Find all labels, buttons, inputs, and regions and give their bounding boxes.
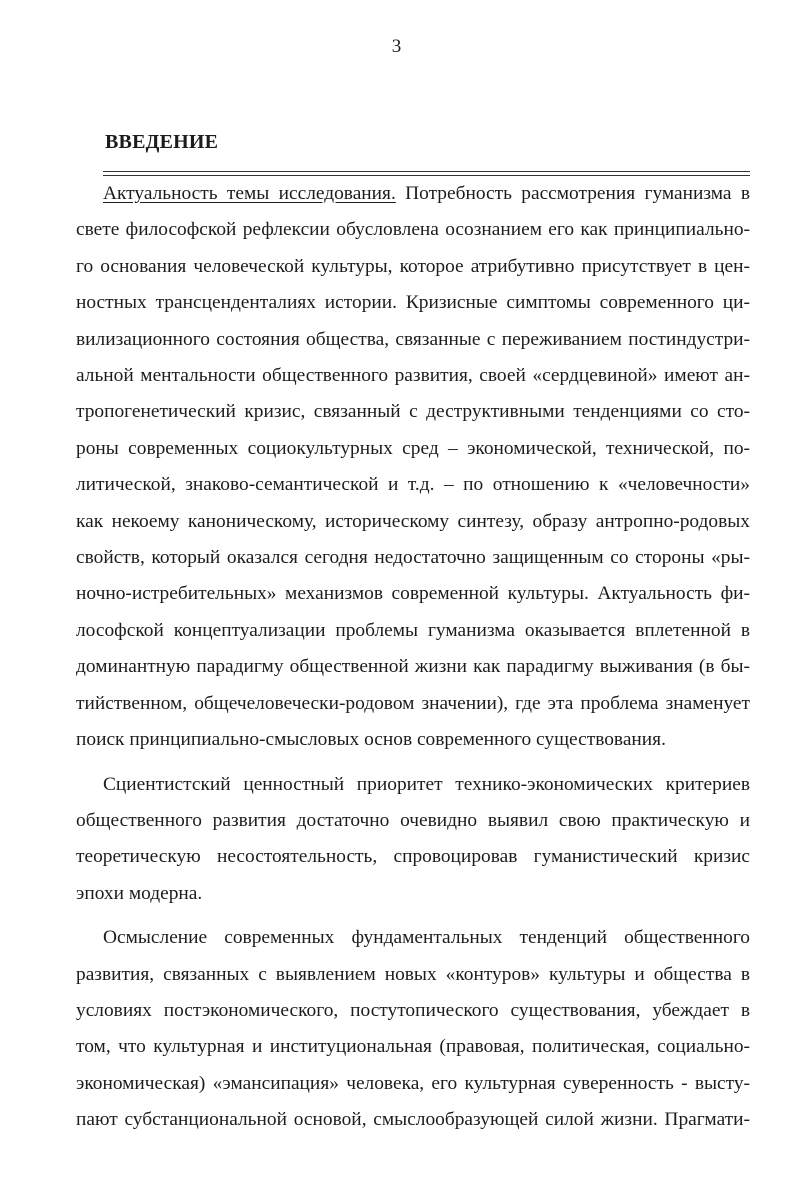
text-line: вилизационного состояния общества, связанные с переживанием постиндустри- <box>76 328 750 350</box>
text-line: доминантную парадигму общественной жизни как парадигму выживания (в бы- <box>76 656 750 678</box>
text-line: ночно-истребительных» механизмов современной культуры. Актуальность фи- <box>76 583 750 605</box>
text-line: экономическая) «эмансипация» человека, его культурная суверенность - высту- <box>76 1072 750 1094</box>
section-heading: ВВЕДЕНИЕ <box>105 131 219 153</box>
text-line: ностных трансценденталиях истории. Кризисные симптомы современного ци- <box>76 292 750 314</box>
paragraph-scientism <box>76 767 750 913</box>
text-line: поиск принципиально-смысловых основ современного существования. <box>76 729 666 751</box>
text-line: пают субстанциональной основой, смыслообразующей силой жизни. Прагмати- <box>76 1109 750 1131</box>
page-number: 3 <box>391 36 402 57</box>
text-line: свойств, который оказался сегодня недостаточно защищенным со стороны «ры- <box>76 547 750 569</box>
text-line: как некоему каноническому, историческому синтезу, образу антропно-родовых <box>76 510 750 532</box>
text-line: свете философской рефлексии обусловлена осознанием его как принципиально- <box>76 219 750 241</box>
text-line: Сциентистский ценностный приоритет технико-экономических критериев <box>103 773 750 795</box>
relevance-lead-underlined: Актуальность темы исследования. <box>103 183 396 204</box>
text-line: Осмысление современных фундаментальных тенденций общественного <box>103 927 750 949</box>
text-line: тропогенетический кризис, связанный с деструктивными тенденциями со сто- <box>76 401 750 423</box>
text-line: том, что культурная и институциональная (правовая, политическая, социально- <box>76 1036 750 1058</box>
paragraph-comprehension <box>76 920 750 1138</box>
text-line: теоретическую несостоятельность, спровоцировав гуманистический кризис <box>76 846 750 868</box>
paragraph-relevance <box>76 176 750 759</box>
heading-rule-top <box>103 171 750 172</box>
text-line: литической, знаково-семантической и т.д. – по отношению к «человечности» <box>76 474 750 496</box>
text-line: эпохи модерна. <box>76 882 203 904</box>
text-line: лософской концептуализации проблемы гуманизма оказывается вплетенной в <box>76 619 750 641</box>
text-line: тийственном, общечеловечески-родовом значении), где эта проблема знаменует <box>76 692 750 714</box>
text-line: альной ментальности общественного развития, своей «сердцевиной» имеют ан- <box>76 365 750 387</box>
text-line: го основания человеческой культуры, которое атрибутивно присутствует в цен- <box>76 255 750 277</box>
text-line: развития, связанных с выявлением новых «контуров» культуры и общества в <box>76 963 750 985</box>
text-line: общественного развития достаточно очевидно выявил свою практическую и <box>76 809 750 831</box>
text-line: роны современных социокультурных сред – экономической, технической, по- <box>76 437 750 459</box>
paragraph-first-line <box>76 176 750 212</box>
text-line: условиях постэкономического, постутопического существования, убеждает в <box>76 999 750 1021</box>
first-line-text: Потребность рассмотрения гуманизма в <box>395 183 750 204</box>
document-body <box>76 176 750 1139</box>
